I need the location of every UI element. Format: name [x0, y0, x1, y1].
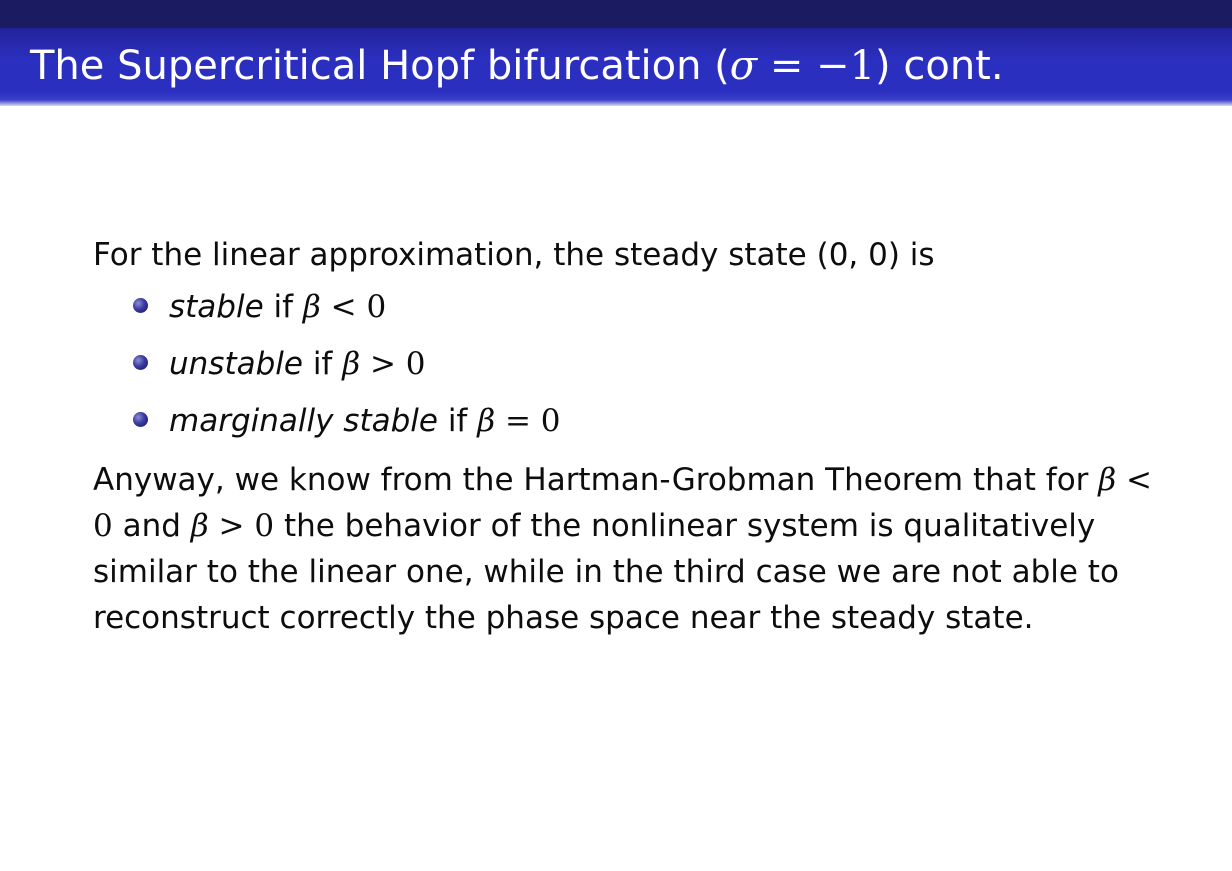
bullet-var: β — [342, 346, 361, 382]
bullet-relation: > 0 — [360, 346, 426, 382]
slide-content — [93, 232, 1173, 641]
bullet-condition-word: if — [437, 403, 478, 439]
bullet-condition-word: if — [302, 346, 343, 382]
bullet-term: unstable — [169, 346, 303, 382]
intro-text: For the linear approximation, the steady state (0, 0) is — [93, 237, 935, 273]
paragraph-var1: β — [1098, 462, 1117, 498]
title-bar — [0, 0, 1232, 106]
bullet-condition-word: if — [263, 289, 303, 325]
bullet-item-unstable — [93, 341, 1173, 398]
bullet-relation: < 0 — [320, 289, 387, 325]
bullet-list — [93, 284, 1173, 455]
bullet-icon — [133, 298, 148, 313]
title-text-before: The Supercritical Hopf bifurcation ( — [30, 43, 730, 89]
bullet-relation: = 0 — [495, 403, 561, 439]
paragraph-var2: β — [190, 508, 209, 544]
paragraph-and: and — [112, 508, 191, 544]
title-math-var: σ — [729, 43, 758, 89]
paragraph-rel1: < 0 — [93, 462, 1153, 544]
bullet-var: β — [477, 403, 496, 439]
body-paragraph — [93, 457, 1153, 641]
bullet-term: marginally stable — [169, 403, 438, 439]
bullet-item-marginally-stable — [93, 398, 1173, 455]
paragraph-part1: Anyway, we know from the Hartman-Grobman Theorem that for — [93, 462, 1099, 498]
paragraph-part2: the behavior of the nonlinear system is qualitatively similar to the linear one, while in the third case we are not able to reconstruct correctly the phase space near the steady state. — [93, 508, 1119, 636]
bullet-term: stable — [169, 289, 264, 325]
title-math-rest: = −1 — [757, 43, 876, 89]
bullet-var: β — [302, 289, 321, 325]
paragraph-rel2: > 0 — [208, 508, 275, 544]
bullet-item-stable — [93, 284, 1173, 341]
title-text-after: ) cont. — [875, 43, 1004, 89]
bullet-icon — [133, 412, 148, 427]
slide-title — [30, 36, 1004, 96]
bullet-icon — [133, 355, 148, 370]
